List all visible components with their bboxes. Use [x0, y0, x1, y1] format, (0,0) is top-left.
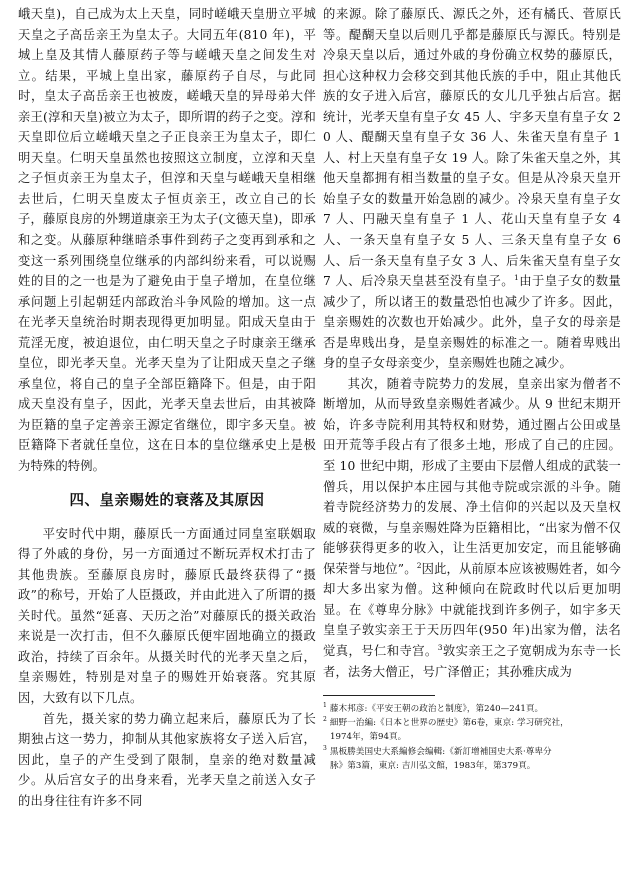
body-paragraph: [323, 374, 621, 682]
footnote-continuation: 1974年，第94頁。: [330, 732, 407, 743]
section-heading: 四、皇亲赐姓的衰落及其原因: [69, 492, 265, 509]
footnote: [323, 745, 621, 759]
footnote-text: 細野一治編:《日本と世界の歴史》第6卷，東京: 学习研究社，: [329, 718, 569, 729]
footnote-reference: 2: [416, 560, 422, 570]
body-paragraph: 峨天皇)，自己成为太上天皇，同时嵯峨天皇册立平城天皇之子高岳亲王为皇太子。大同五年(810 年)，平城上皇及其情人藤原药子等与嵯峨天皇之间发生对立。结果，平城上皇出家，藤原药子自尽，与此同时，皇太子高岳亲王也被废，嵯峨天皇的异母弟大伴亲王(淳和天皇)被立为太子，即所谓的药子之变。淳和天皇即位后立嵯峨天皇之子正良亲王为皇太子，即仁明天皇。仁明天皇虽然也按照这立制度，立淳和天皇之子恒贞亲王为皇太子，但淳和天皇与嵯峨天皇相继去世后，仁明天皇废太子恒贞亲王，改立自己的长子，藤原良房的外甥道康亲王为太子(文德天皇)，即承和之变。从藤原种继暗杀事件到药子之变再到承和之变这一系列围绕皇位继承的内部纠纷来看，可以说赐姓的目的之一也是为了避免由于皇子增加，在皇位继承问题上引起朝廷内部政治斗争风险的增加。这一点在光孝天皇统治时期表现得更加明显。阳成天皇由于荒淫无度，被迫退位，由仁明天皇之子时康亲王继承皇位，即光孝天皇。光孝天皇为了让阳成天皇之子继承皇位，将自己的皇子全部臣籍降下。但是，由于阳成天皇没有皇子，因此，光孝天皇去世后，由其被降为臣籍的皇子定善亲王源定省继位，即宇多天皇。被臣籍降下者就任皇位，这在日本的皇位继承史上是极为特殊的特例。: [18, 7, 316, 474]
paragraph-text: 其次，随着寺院势力的发展，皇亲出家为僧者不断增加，从而导致皇亲赐姓者减少。从 9 世纪末期开始，许多寺院利用其特权和财势，通过圈占公田或垦田开荒等手段占有了很多土地，形成了自己的庄园。至 10 世纪中期，形成了主要由下层僧人组成的武装一僧兵，用以保护本庄园与其他寺院或宗派的斗争。随着寺院经济势力的发展、净土信仰的兴起以及天皇权威的衰微，与皇亲赐姓降为臣籍相比，“出家为僧不仅能够获得更多的收入，让生活更加安定，而且能够确保荣誉与地位”。: [323, 376, 621, 576]
footnote-text: 藤木邦彦:《平安王朝の政治と制度》，第240—241頁。: [329, 704, 544, 715]
right-column: [323, 4, 621, 773]
footnote: [323, 702, 621, 716]
paragraph-text: 由于皇子女的数量减少了，所以诸王的数量恐怕也减少了许多。因此，皇亲赐姓的次数也开始减少。此外，皇子女的母亲是否是卑贱出身，是皇亲赐姓的标准之一。随着卑贱出身的皇子女母亲变少，皇亲赐姓也随之减少。: [323, 274, 622, 371]
footnote-text: 黒板勝美国史大系編修会编輯:《新訂增補国史大系·尊卑分: [329, 746, 552, 757]
body-paragraph: [323, 4, 621, 374]
body-paragraph: 首先，摄关家的势力确立起来后，藤原氏为了长期独占这一势力，抑制从其他家族将女子送入后宫，因此，皇子的产生受到了限制，皇亲的绝对数量减少。从后宫女子的出身来看，光孝天皇之前送入女子的出身往往有许多不同: [18, 711, 316, 808]
footnote: [323, 716, 621, 730]
body-paragraph: 平安时代中期，藤原氏一方面通过同皇室联姻取得了外戚的身份，另一方面通过不断玩弄权术打击了其他贵族。至藤原良房时，藤原氏最终获得了“摄政”的称号，开始了人臣摄政，并由此进入了所谓的摄关时代。虽然“延喜、天历之治”对藤原氏的摄关政治来说是一次打击，但不久藤原氏便牢固地确立的摄政政治，持续了百余年。从摄关时代的光孝天皇之后，皇亲赐姓，特别是对皇子的赐姓开始衰落。究其原因，大致有以下几点。: [18, 526, 316, 705]
paragraph-text: 因此，从前原本应该被赐姓者，如今却大多出家为僧。这种倾向在院政时代以后更加明显。在《尊卑分脉》中就能找到许多例子，如宇多天皇皇子敦实亲王于天历四年(950 年)出家为僧，法名觉真，号仁和寺宫。: [323, 561, 621, 658]
footnote-divider: [323, 695, 435, 696]
footnote-reference: 3: [437, 642, 443, 652]
footnote-number: 1: [323, 702, 327, 710]
footnote-reference: 1: [514, 273, 519, 283]
footnote-continuation: 脉》第3篇，東京: 吉川弘文館，1983年，第379頁。: [330, 760, 536, 771]
paragraph-text: 敦实亲王之子宽朝成为东寺一长者，法务大僧正，号广泽僧正；其孙雅庆成为: [323, 643, 621, 679]
footnote-number: 2: [323, 716, 327, 724]
paragraph-text: 的来源。除了藤原氏、源氏之外，还有橘氏、菅原氏等。醍醐天皇以后则几乎都是藤原氏与源氏。特别是冷泉天皇以后，通过外戚的身份确立权势的藤原氏，担心这种权力会移交到其他氏族的手中，阻止其他氏族的女子进入后宫，藤原氏的女儿几乎独占后宫。据统计，光孝天皇有皇子女 45 人、宇多天皇有皇子女 20 人、醍醐天皇有皇子女 36 人、朱雀天皇有皇子 1 人、村上天皇有皇子女 19 人。除了朱雀天皇之外，其他天皇都拥有相当数量的皇子女。但是从冷泉天皇开始皇子女的数量开始急剧的减少。冷泉天皇有皇子女 7 人、円融天皇有皇子 1 人、花山天皇有皇子女 4 人、一条天皇有皇子女 5 人、三条天皇有皇子女 6 人、后一条天皇有皇子女 3 人、后朱雀天皇有皇子女 7 人、后冷泉天皇甚至没有皇子。: [323, 7, 621, 289]
footnote-number: 3: [323, 744, 327, 752]
left-column: [18, 4, 316, 811]
footnotes: [323, 702, 621, 773]
